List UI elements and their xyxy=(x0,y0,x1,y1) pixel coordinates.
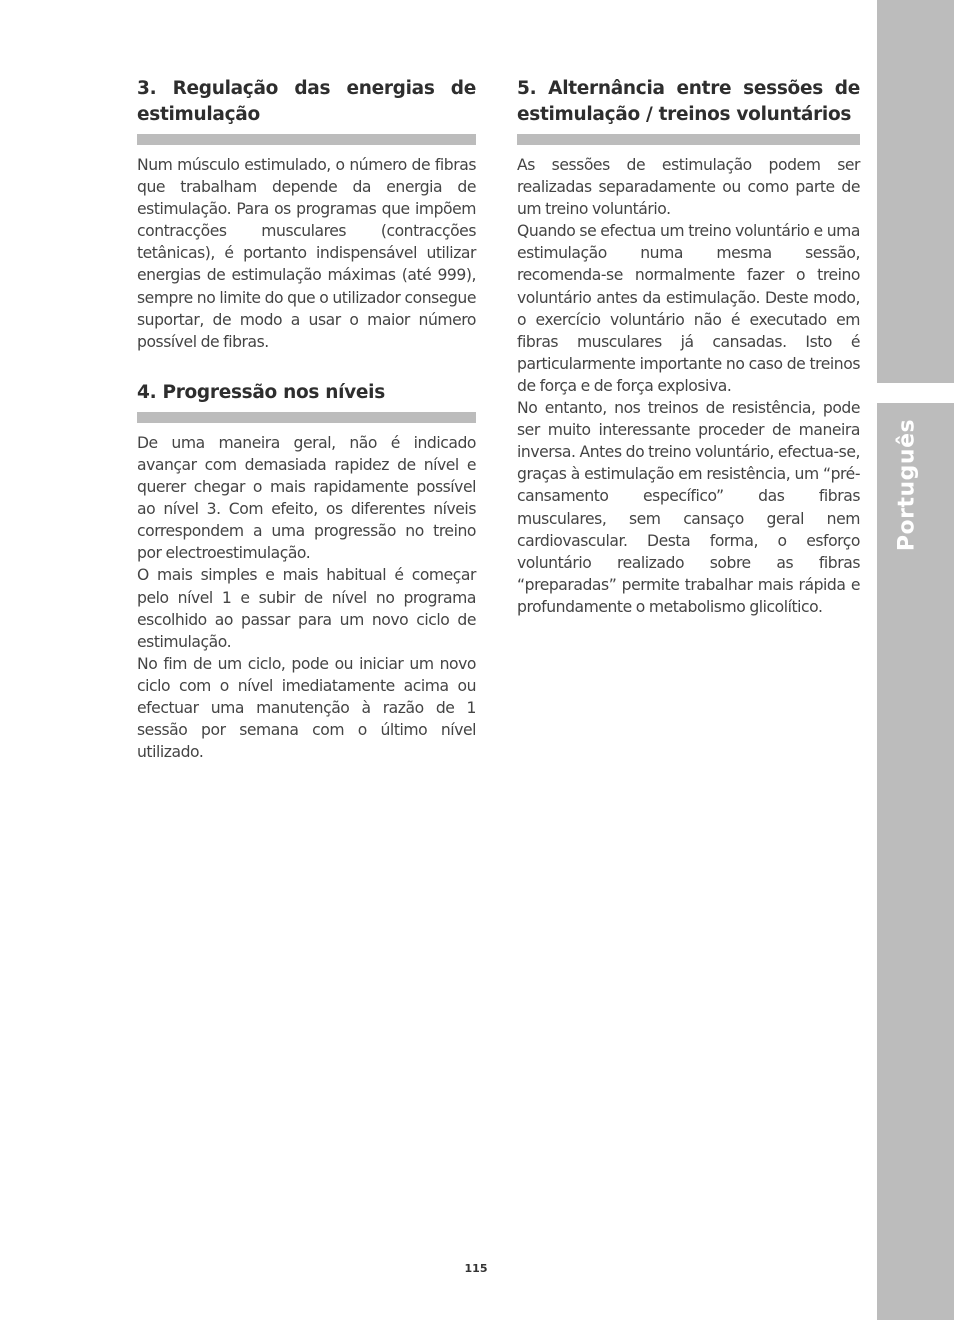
section-5-paragraph-3: No entanto, nos treinos de resistência, pode ser muito interessante proceder de maneira inversa. Antes do treino voluntário, efectua-se, graças à estimulação em resistência, um “pré-cansamento específico” das fibras musculares, sem cansaço geral nem cardiovascular. Desta forma, o esforço voluntário realizado sobre as fibras “preparadas” permite trabalhar mais rápida e profundamente o metabolismo glicolítico. xyxy=(517,399,861,616)
page-number: 115 xyxy=(464,1262,488,1275)
section-3-title: 3. Regulação das energias de estimulação xyxy=(137,78,476,125)
section-5-rule xyxy=(517,134,860,145)
section-3 xyxy=(137,76,476,353)
section-4-paragraph-2: O mais simples e mais habitual é começar pelo nível 1 e subir de nível no programa escolhido ao passar para um novo ciclo de estimulação. xyxy=(137,566,476,651)
right-column xyxy=(517,76,860,618)
section-5 xyxy=(517,76,860,618)
language-side-tab xyxy=(877,0,954,1320)
side-tab-divider xyxy=(877,383,954,403)
section-3-rule xyxy=(137,134,476,145)
left-column xyxy=(137,76,476,763)
section-4 xyxy=(137,380,476,763)
section-4-rule xyxy=(137,412,476,423)
section-4-paragraph-3: No fim de um ciclo, pode ou iniciar um novo ciclo com o nível imediatamente acima ou efectuar uma manutenção à razão de 1 sessão por semana com o último nível utilizado. xyxy=(137,654,476,762)
section-5-paragraph-1: As sessões de estimulação podem ser realizadas separadamente ou como parte de um treino voluntário. xyxy=(517,156,860,219)
section-4-paragraph-1: De uma maneira geral, não é indicado avançar com demasiada rapidez de nível e querer chegar o mais rapidamente possível ao nível 3. Com efeito, os diferentes níveis correspondem a uma progressão no treino por electroestimulação. xyxy=(137,433,476,563)
section-3-paragraph-1: Num músculo estimulado, o número de fibras que trabalham depende da energia de estimulação. Para os programas que impõem contracções musculares (contracções tetânicas), é portanto indispensável utilizar energias de estimulação máximas (até 999), sempre no limite do que o utilizador consegue suportar, de modo a usar o maior número possível de fibras. xyxy=(137,156,476,351)
section-4-title: 4. Progressão nos níveis xyxy=(137,381,385,403)
section-5-paragraph-2: Quando se efectua um treino voluntário e uma estimulação numa mesma sessão, recomenda-se normalmente fazer o treino voluntário antes da estimulação. Deste modo, o exercício voluntário não é executado em fibras musculares já cansadas. Isto é particularmente importante no caso de treinos de força e de força explosiva. xyxy=(517,222,860,395)
section-5-title: 5. Alternância entre sessões de estimulação / treinos voluntários xyxy=(517,78,860,125)
language-label: Português xyxy=(894,418,920,552)
